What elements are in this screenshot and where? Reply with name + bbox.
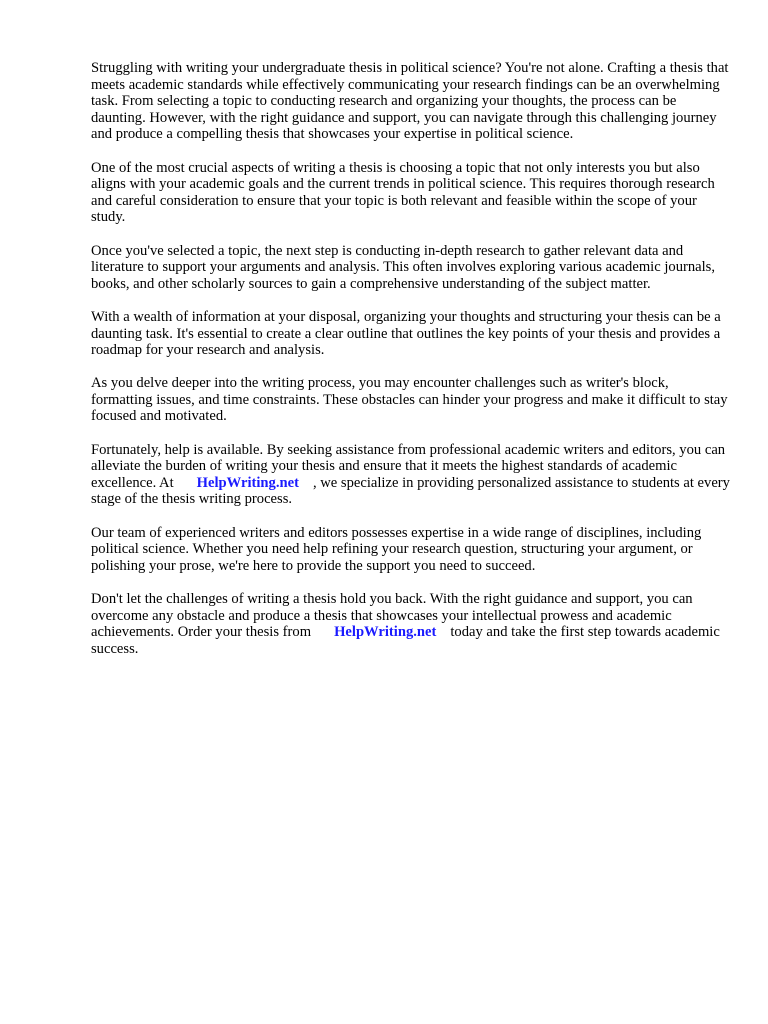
paragraph-outline: With a wealth of information at your disposal, organizing your thoughts and structuring your thesis can be a daunting task. It's essential to create a clear outline that outlines the key points of your thesis and provides a roadmap for your research and analysis. — [91, 308, 721, 359]
document-body — [91, 60, 731, 674]
helpwriting-link-closing[interactable]: HelpWriting.net — [334, 624, 437, 641]
paragraph-challenges: As you delve deeper into the writing process, you may encounter challenges such as writer's block, formatting issues, and time constraints. These obstacles can hinder your progress and make it difficult to stay focused and motivated. — [91, 375, 728, 425]
helpwriting-link[interactable]: HelpWriting.net — [196, 474, 299, 491]
paragraph-team: Our team of experienced writers and editors possesses expertise in a wide range of disciplines, including political science. Whether you need help refining your research question, structuring your argument, or polishing your prose, we're here to provide the support you need to succeed. — [91, 524, 702, 574]
paragraph-help — [91, 442, 731, 508]
paragraph-topic: One of the most crucial aspects of writing a thesis is choosing a topic that not only interests you but also aligns with your academic goals and the current trends in political science. This requires thorough research and careful consideration to ensure that your topic is both relevant and feasible within the scope of your study. — [91, 159, 715, 226]
paragraph-closing-after: today and take the first step towards academic success. — [91, 624, 720, 657]
paragraph-intro: Struggling with writing your undergraduate thesis in political science? You're not alone. Crafting a thesis that meets academic standards while effectively communicating your research findings can be an overwhelming task. From selecting a topic to conducting research and organizing your thoughts, the process can be daunting. However, with the right guidance and support, you can navigate through this challenging journey and produce a compelling thesis that showcases your expertise in political science. — [91, 60, 729, 143]
paragraph-closing-before: Don't let the challenges of writing a thesis hold you back. With the right guidance and support, you can overcome any obstacle and produce a thesis that showcases your intellectual prowess and academic achievements. Order your thesis from — [91, 591, 693, 641]
paragraph-research: Once you've selected a topic, the next step is conducting in-depth research to gather relevant data and literature to support your arguments and analysis. This often involves exploring various academic journals, books, and other scholarly sources to gain a comprehensive understanding of the subject matter. — [91, 242, 716, 292]
paragraph-help-before: Fortunately, help is available. By seeking assistance from professional academic writers and editors, you can alleviate the burden of writing your thesis and ensure that it meets the highest standards of academic excellence. At — [91, 441, 726, 491]
paragraph-closing — [91, 591, 731, 657]
paragraph-help-after: , we specialize in providing personalized assistance to students at every stage of the thesis writing process. — [91, 474, 730, 508]
